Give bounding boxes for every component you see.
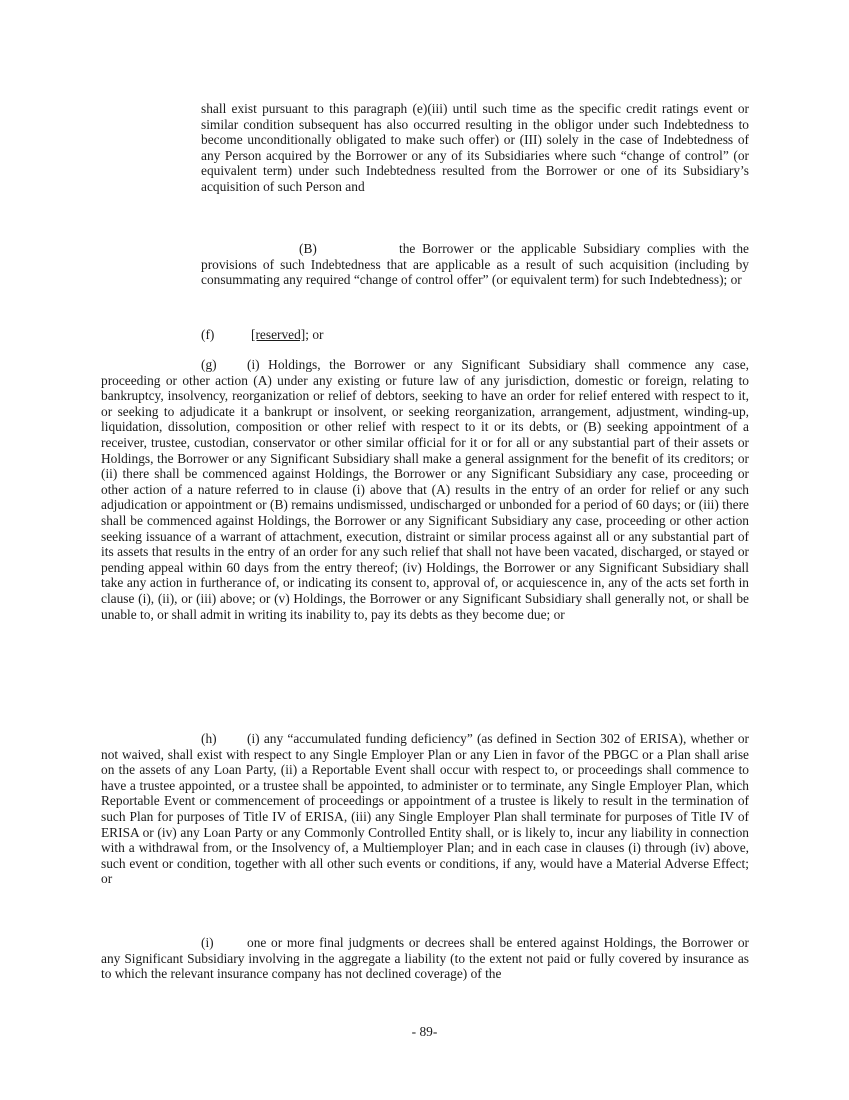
paragraph-f	[201, 327, 749, 343]
clause-label: (B)	[299, 241, 317, 256]
clause-label: (i)	[201, 935, 214, 950]
clause-label: (f)	[201, 327, 215, 342]
paragraph-text: ; or	[305, 327, 324, 342]
paragraph-text: (i) Holdings, the Borrower or any Significant Subsidiary shall commence any case, proceeding or other action (A) under any existing or future law of any jurisdiction, domestic or foreign, relating to bankruptcy, insolvency, reorganization or relief of debtors, seeking to have an order for relief entered with respect to it, or seeking to adjudicate it a bankrupt or insolvent, or seeking reorganization, arrangement, adjustment, winding-up, liquidation, dissolution, composition or other relief with respect to it or its debts, or (B) seeking appointment of a receiver, trustee, custodian, conservator or other similar official for it or for all or any substantial part of their assets or Holdings, the Borrower or any Significant Subsidiary shall make a general assignment for the benefit of its creditors; or (ii) there shall be commenced against Holdings, the Borrower or any Significant Subsidiary any case, proceeding or other action of a nature referred to in clause (i) above that (A) results in the entry of an order for relief or any such adjudication or appointment or (B) remains undismissed, undischarged or unbonded for a period of 60 days; or (iii) there shall be commenced against Holdings, the Borrower or any Significant Subsidiary any case, proceeding or other action seeking issuance of a warrant of attachment, execution, distraint or similar process against all or any substantial part of its assets that results in the entry of an order for any such relief that shall not have been vacated, discharged, or stayed or pending appeal within 60 days from the entry thereof; (iv) Holdings, the Borrower or any Significant Subsidiary shall take any action in furtherance of, or indicating its consent to, approval of, or acquiescence in, any of the acts set forth in clause (i), (ii), or (iii) above; or (v) Holdings, the Borrower or any Significant Subsidiary shall generally not, or shall be unable to, or shall admit in writing its inability to, pay its debts as they become due; or	[101, 357, 749, 622]
paragraph-b	[201, 241, 749, 288]
paragraph-text: one or more final judgments or decrees shall be entered against Holdings, the Borrower or any Significant Subsidiary involving in the aggregate a liability (to the extent not paid or fully covered by insurance as to which the relevant insurance company has not declined coverage) of the	[101, 935, 749, 982]
paragraph-text: (i) any “accumulated funding deficiency” (as defined in Section 302 of ERISA), whether or not waived, shall exist with respect to any Single Employer Plan or any Lien in favor of the PBGC or a Plan shall arise on the assets of any Loan Party, (ii) a Reportable Event shall occur with respect to, or proceedings shall commence to have a trustee appointed, or a trustee shall be appointed, to administer or to terminate, any Single Employer Plan, which Reportable Event or commencement of proceedings or appointment of a trustee is likely to result in the termination of such Plan for purposes of Title IV of ERISA, (iii) any Single Employer Plan shall terminate for purposes of Title IV of ERISA or (iv) any Loan Party or any Commonly Controlled Entity shall, or is likely to, incur any liability in connection with a withdrawal from, or the Insolvency of, a Multiemployer Plan; and in each case in clauses (i) through (iv) above, such event or condition, together with all other such events or conditions, if any, would have a Material Adverse Effect; or	[101, 731, 749, 887]
paragraph-i	[101, 935, 749, 982]
paragraph-h	[101, 731, 749, 887]
reserved-text: [reserved]	[251, 327, 306, 342]
paragraph-text: the Borrower or the applicable Subsidiary complies with the provisions of such Indebtedness that are applicable as a result of such acquisition (including by consummating any required “change of control offer” (or equivalent term) for such Indebtedness); or	[201, 241, 749, 288]
clause-label: (g)	[201, 357, 217, 372]
paragraph-g	[101, 357, 749, 622]
clause-label: (h)	[201, 731, 217, 746]
page-number: - 89-	[411, 1024, 438, 1039]
paragraph-continuation	[201, 101, 749, 195]
paragraph-text: shall exist pursuant to this paragraph (e)(iii) until such time as the specific credit ratings event or similar condition subsequent has also occurred resulting in the obligor under such Indebtedness to become unconditionally obligated to make such offer) or (III) solely in the case of Indebtedness of any Person acquired by the Borrower or any of its Subsidiaries where such “change of control” (or equivalent term) under such Indebtedness resulted from the Borrower or one of its Subsidiary’s acquisition of such Person and	[201, 101, 749, 194]
